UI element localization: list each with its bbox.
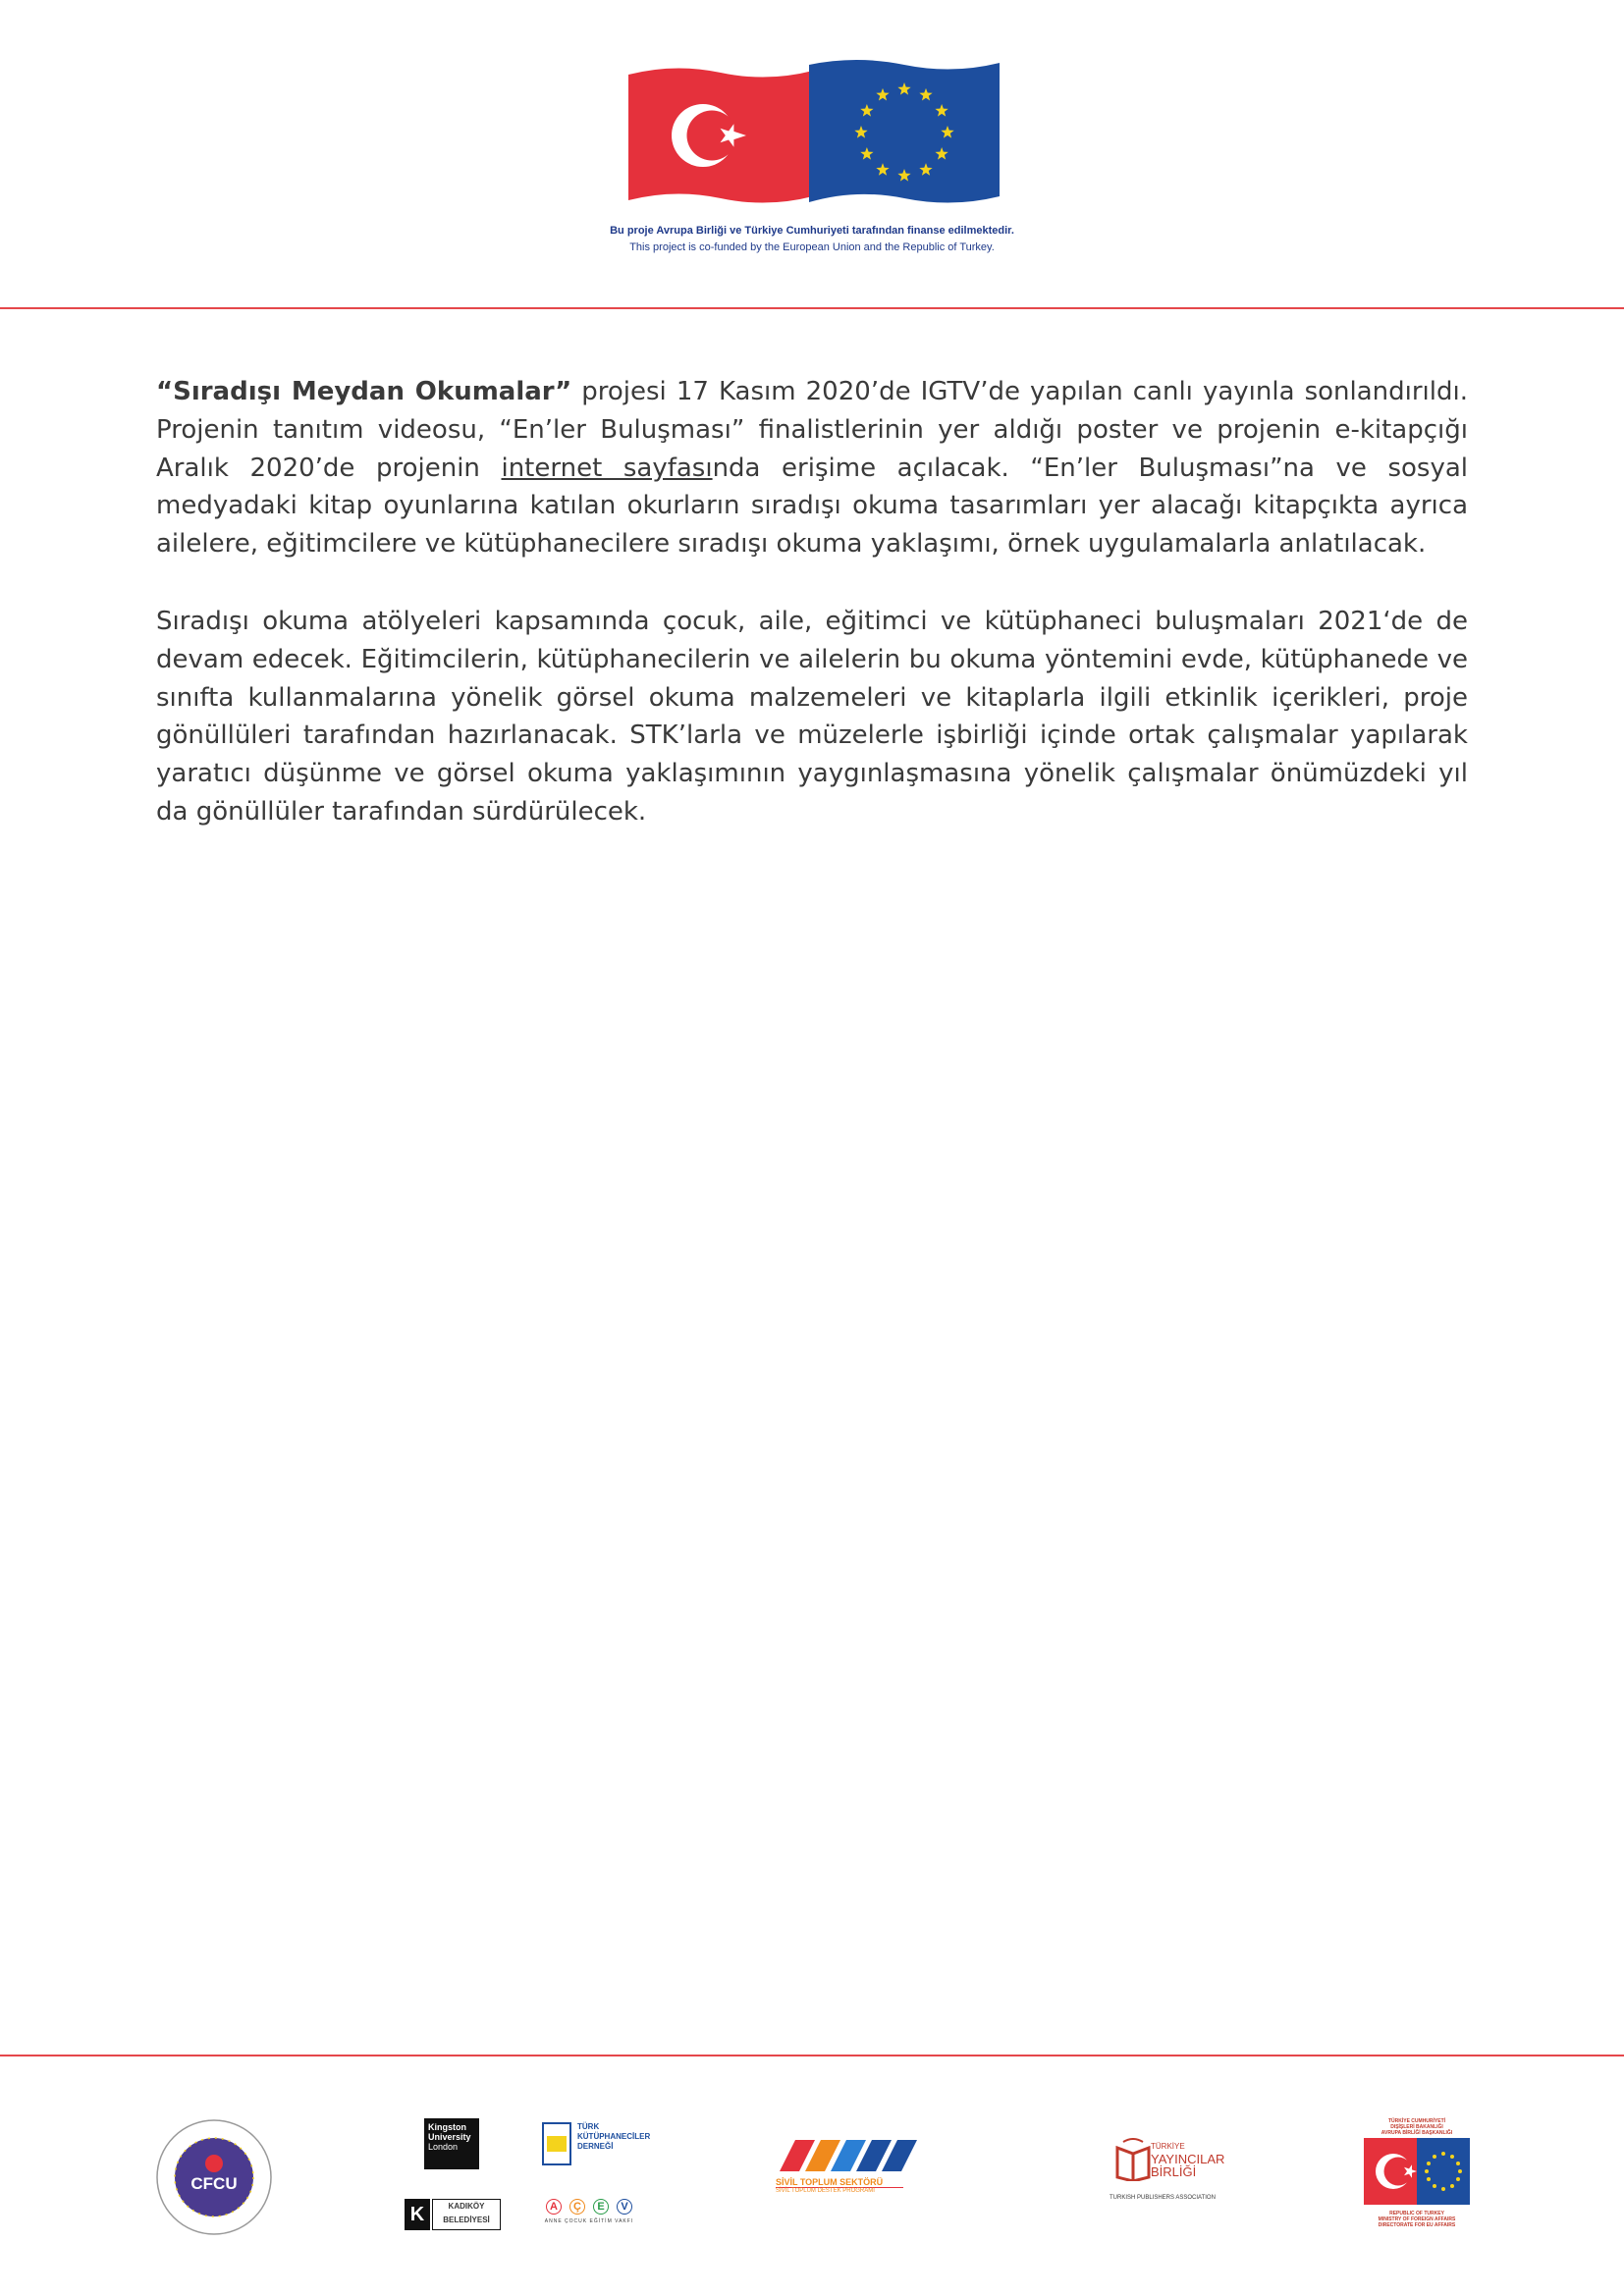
dispisleri-top-2: DIŞİŞLERİ BAKANLIĞI (1390, 2124, 1443, 2130)
project-title: “Sıradışı Meydan Okumalar” (156, 377, 572, 406)
kingston-line-3: London (428, 2142, 459, 2152)
open-book-icon (1113, 2138, 1153, 2181)
sivil-stripes-icon (776, 2138, 923, 2173)
dispisleri-bottom-2: MINISTRY OF FOREIGN AFFAIRS (1378, 2216, 1456, 2222)
tr-eu-combined-flag-icon (1360, 2136, 1474, 2207)
sivil-title: SİVİL TOPLUM SEKTÖRÜ (776, 2177, 903, 2188)
kingston-university-logo (424, 2118, 479, 2169)
yayincilar-line-2: YAYINCILAR (1151, 2152, 1225, 2166)
tkd-emblem-icon (542, 2122, 571, 2165)
dispisleri-top-3: AVRUPA BİRLİĞİ BAŞKANLIĞI (1380, 2130, 1453, 2136)
cfcu-logo (155, 2118, 273, 2236)
document-body (156, 373, 1468, 831)
turkiye-yayincilar-birligi-logo (1110, 2138, 1257, 2211)
tr-eu-flags-logo (628, 59, 1001, 216)
paragraph-1 (156, 373, 1468, 563)
dispisleri-bottom-3: DIRECTORATE FOR EU AFFAIRS (1378, 2222, 1456, 2228)
acev-letter-v: V (617, 2199, 632, 2215)
header-divider (0, 307, 1624, 309)
kingston-line-2: University (428, 2132, 471, 2142)
yayincilar-subtitle: TURKISH PUBLISHERS ASSOCIATION (1110, 2195, 1216, 2201)
tkd-line-2: KÜTÜPHANECİLER (577, 2132, 651, 2141)
paragraph-1-text-a: projesi 17 Kasım 2020’de IGTV’de yapılan canlı yayınla sonlandırıldı. Projenin tanıtım videosu, “En’ler Buluşması” finalistlerinin yer aldığı poster ve projenin e-kitapçığı Aralık 2020’de projenin (156, 377, 1468, 483)
yayincilar-line-3: BİRLİĞİ (1151, 2164, 1197, 2179)
paragraph-1-text-b: nda erişime açılacak. “En’ler Buluşması”na ve sosyal medyadaki kitap oyunlarına katılan okurların sıradışı okuma tasarımları yer alacağı kitapçıkta ayrıca ailelere, eğitimcilere ve kütüphanecilere sıradışı okuma yaklaşımı, örnek uygulamalarla anlatılacak. (156, 453, 1469, 560)
footer-divider (0, 2055, 1624, 2056)
yayincilar-line-1: TÜRKİYE (1151, 2142, 1185, 2151)
cofunding-caption-tr: Bu proje Avrupa Birliği ve Türkiye Cumhuriyeti tarafından finanse edilmektedir. (610, 225, 1014, 237)
tkd-line-1: TÜRK (577, 2122, 600, 2131)
website-link[interactable]: internet sayfası (501, 453, 713, 483)
turkish-flag-icon (628, 67, 813, 204)
sivil-subtitle: SİVİL TOPLUM DESTEK PROGRAMI (776, 2188, 875, 2194)
cofunding-caption-en: This project is co-funded by the European Union and the Republic of Turkey. (629, 241, 995, 253)
tkd-line-3: DERNEĞİ (577, 2142, 614, 2151)
kadikoy-line-1: KADIKÖY (448, 2202, 485, 2211)
acev-letter-c: Ç (569, 2199, 585, 2215)
kadikoy-belediyesi-logo (405, 2199, 503, 2232)
kadikoy-line-2: BELEDİYESİ (443, 2216, 490, 2224)
eu-flag-icon (809, 59, 1000, 206)
dispisleri-eu-affairs-logo (1360, 2118, 1474, 2236)
kadikoy-letter: K (405, 2199, 430, 2230)
sivil-toplum-sektoru-logo (776, 2138, 923, 2211)
cfcu-name: CFCU (190, 2174, 238, 2193)
tkd-logo (542, 2120, 651, 2169)
dispisleri-bottom-1: REPUBLIC OF TURKEY (1389, 2211, 1444, 2216)
dispisleri-top-1: TÜRKİYE CUMHURİYETİ (1387, 2118, 1446, 2124)
acev-subtitle: ANNE ÇOCUK EĞİTİM VAKFI (544, 2218, 634, 2224)
acev-letter-a: A (546, 2199, 562, 2215)
acev-logo (530, 2199, 648, 2228)
paragraph-2: Sıradışı okuma atölyeleri kapsamında çocuk, aile, eğitimci ve kütüphaneci buluşmaları 2021‘de de devam edecek. Eğitimcilerin, kütüphanecilerin ve ailelerin bu okuma yöntemini evde, kütüphanede ve sınıfta kullanmalarına yönelik görsel okuma malzemeleri ve kitaplarla ilgili etkinlik içerikleri, proje gönüllüleri tarafından hazırlanacak. STK’larla ve müzelerle işbirliği içinde ortak çalışmalar yapılarak yaratıcı düşünme ve görsel okuma yaklaşımının yaygınlaşmasına yönelik çalışmalar önümüzdeki yıl da gönüllüler tarafından sürdürülecek. (156, 606, 1468, 827)
kingston-line-1: Kingston (428, 2122, 466, 2132)
acev-letter-e: E (593, 2199, 609, 2215)
